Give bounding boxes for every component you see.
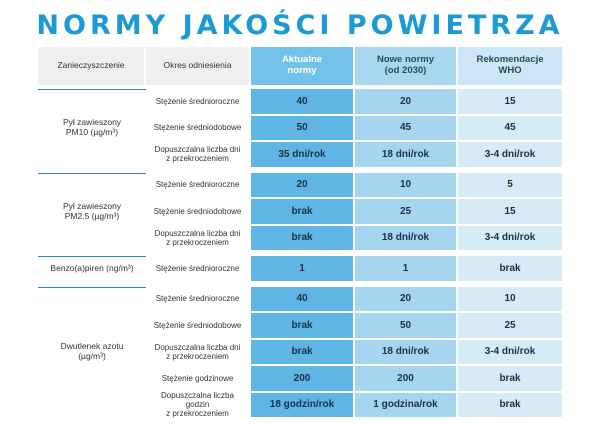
header-current-norms: Aktualne normy <box>251 47 353 85</box>
pollutant-cell: Dwutlenek azotu (µg/m³) <box>38 287 146 418</box>
new-norm-cell: 20 <box>355 89 456 114</box>
new-norm-cell: 50 <box>355 313 456 338</box>
pollutant-cell: Pył zawieszony PM2.5 (µg/m³) <box>38 173 146 251</box>
current-norm-cell: 200 <box>251 366 353 391</box>
page-title: NORMY JAKOŚCI POWIETRZA <box>36 10 564 41</box>
who-recommendation-cell: 10 <box>458 287 562 312</box>
who-recommendation-cell: 3-4 dni/rok <box>458 226 562 251</box>
who-recommendation-cell: brak <box>458 256 562 281</box>
who-recommendation-cell: 3-4 dni/rok <box>458 142 562 167</box>
period-cell: Dopuszczalna liczba dni z przekroczeniem <box>146 226 249 251</box>
who-recommendation-cell: brak <box>458 393 562 418</box>
new-norm-cell: 18 dni/rok <box>355 226 456 251</box>
who-recommendation-cell: brak <box>458 366 562 391</box>
new-norm-cell: 18 dni/rok <box>355 340 456 365</box>
header-new-norms: Nowe normy (od 2030) <box>355 47 456 85</box>
current-norm-cell: 35 dni/rok <box>251 142 353 167</box>
current-norm-cell: 20 <box>251 173 353 198</box>
current-norm-cell: 18 godzin/rok <box>251 393 353 418</box>
period-cell: Stężenie godzinowe <box>146 366 249 391</box>
current-norm-cell: brak <box>251 340 353 365</box>
pollutant-cell: Benzo(a)piren (ng/m³) <box>38 256 146 281</box>
current-norm-cell: 40 <box>251 89 353 114</box>
new-norm-cell: 25 <box>355 199 456 224</box>
new-norm-cell: 20 <box>355 287 456 312</box>
current-norm-cell: 1 <box>251 256 353 281</box>
who-recommendation-cell: 5 <box>458 173 562 198</box>
current-norm-cell: brak <box>251 226 353 251</box>
period-cell: Stężenie średniodobowe <box>146 313 249 338</box>
period-cell: Dopuszczalna liczba godzin z przekroczeniem <box>146 393 249 418</box>
header-pollutant: Zanieczyszczenie <box>38 47 144 85</box>
current-norm-cell: brak <box>251 199 353 224</box>
new-norm-cell: 1 <box>355 256 456 281</box>
who-recommendation-cell: 25 <box>458 313 562 338</box>
who-recommendation-cell: 15 <box>458 199 562 224</box>
new-norm-cell: 10 <box>355 173 456 198</box>
new-norm-cell: 200 <box>355 366 456 391</box>
current-norm-cell: brak <box>251 313 353 338</box>
period-cell: Stężenie średniodobowe <box>146 199 249 224</box>
who-recommendation-cell: 3-4 dni/rok <box>458 340 562 365</box>
new-norm-cell: 45 <box>355 116 456 141</box>
period-cell: Stężenie średnioroczne <box>146 287 249 312</box>
period-cell: Stężenie średnioroczne <box>146 89 249 114</box>
period-cell: Dopuszczalna liczba dni z przekroczeniem <box>146 340 249 365</box>
new-norm-cell: 1 godzina/rok <box>355 393 456 418</box>
current-norm-cell: 50 <box>251 116 353 141</box>
period-cell: Stężenie średnioroczne <box>146 173 249 198</box>
period-cell: Stężenie średnioroczne <box>146 256 249 281</box>
pollutant-cell: Pył zawieszony PM10 (µg/m³) <box>38 89 146 167</box>
period-cell: Stężenie średniodobowe <box>146 116 249 141</box>
header-period: Okres odniesienia <box>146 47 249 85</box>
who-recommendation-cell: 45 <box>458 116 562 141</box>
who-recommendation-cell: 15 <box>458 89 562 114</box>
period-cell: Dopuszczalna liczba dni z przekroczeniem <box>146 142 249 167</box>
current-norm-cell: 40 <box>251 287 353 312</box>
new-norm-cell: 18 dni/rok <box>355 142 456 167</box>
header-who: Rekomendacje WHO <box>458 47 562 85</box>
